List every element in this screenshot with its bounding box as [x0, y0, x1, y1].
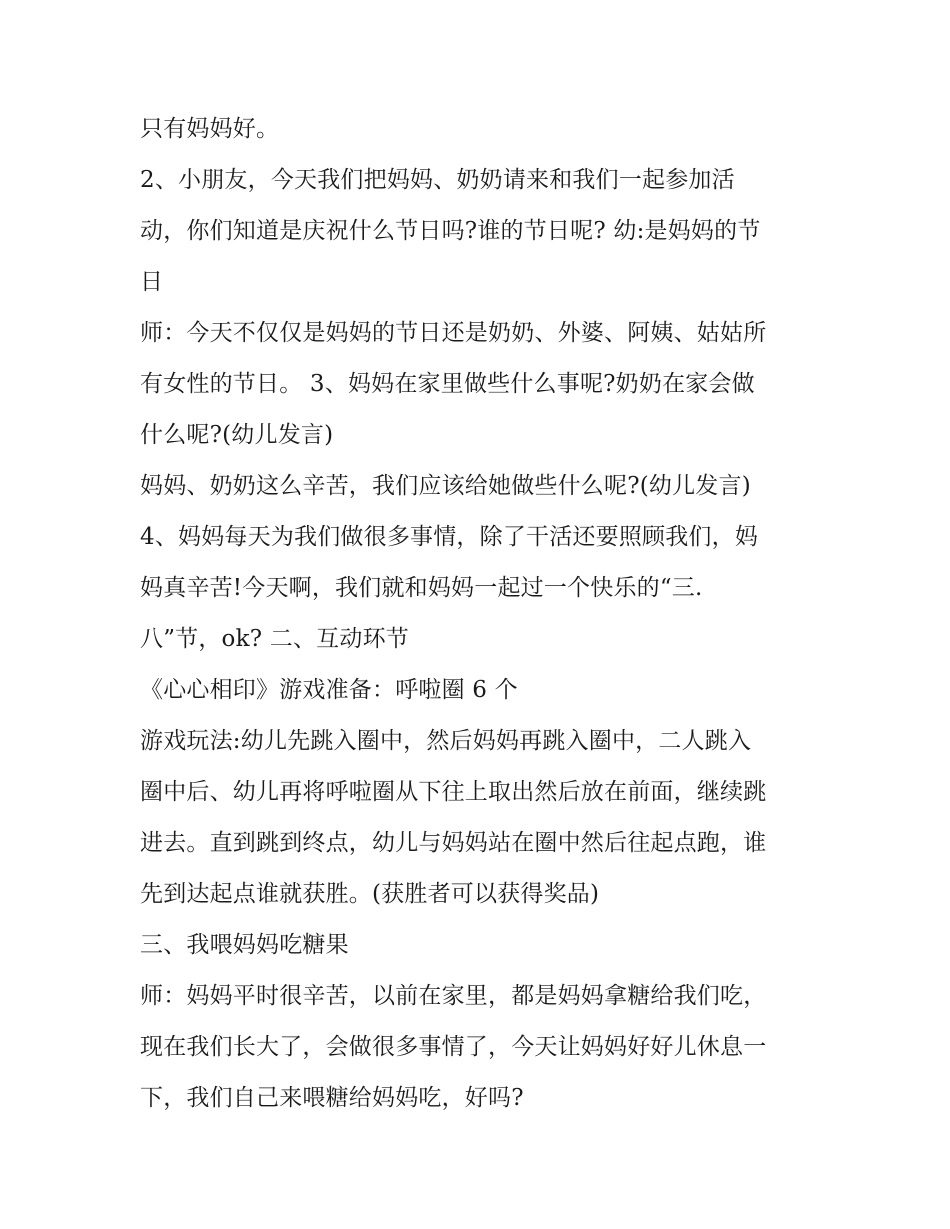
text-line: 妈妈、奶奶这么辛苦，我们应该给她做些什么呢?(幼儿发言)	[140, 473, 751, 499]
text-line: 2、小朋友，今天我们把妈妈、奶奶请来和我们一起参加活	[140, 167, 735, 193]
text-line: 现在我们长大了，会做很多事情了，今天让妈妈好好儿休息一	[140, 1034, 767, 1060]
text-line: 游戏玩法:幼儿先跳入圈中，然后妈妈再跳入圈中，二人跳入	[140, 728, 752, 754]
text-line: 三、我喂妈妈吃糖果	[140, 932, 349, 958]
text-line: 只有妈妈好。	[140, 116, 280, 142]
text-line: 4、妈妈每天为我们做很多事情，除了干活还要照顾我们，妈	[140, 524, 759, 550]
document-body	[140, 104, 820, 1124]
text-line: 进去。直到跳到终点，幼儿与妈妈站在圈中然后往起点跑，谁	[140, 830, 767, 856]
text-line: 什么呢?(幼儿发言)	[140, 422, 334, 448]
text-line: 圈中后、幼儿再将呼啦圈从下往上取出然后放在前面，继续跳	[140, 779, 767, 805]
text-line: 日	[140, 269, 164, 295]
text-line: 下，我们自己来喂糖给妈妈吃，好吗?	[140, 1085, 524, 1111]
text-line: 师：妈妈平时很辛苦，以前在家里，都是妈妈拿糖给我们吃，	[140, 983, 767, 1009]
text-line: 先到达起点谁就获胜。(获胜者可以获得奖品)	[140, 881, 600, 907]
text-line: 师：今天不仅仅是妈妈的节日还是奶奶、外婆、阿姨、姑姑所	[140, 320, 767, 346]
text-line: 妈真辛苦!今天啊，我们就和妈妈一起过一个快乐的“三.	[140, 575, 703, 601]
text-line: 《心心相印》游戏准备：呼啦圈 6 个	[140, 677, 518, 703]
text-line: 动，你们知道是庆祝什么节日吗?谁的节日呢? 幼:是妈妈的节	[140, 218, 761, 244]
text-line: 八”节，ok? 二、互动环节	[140, 626, 409, 652]
text-line: 有女性的节日。 3、妈妈在家里做些什么事呢?奶奶在家会做	[140, 371, 755, 397]
